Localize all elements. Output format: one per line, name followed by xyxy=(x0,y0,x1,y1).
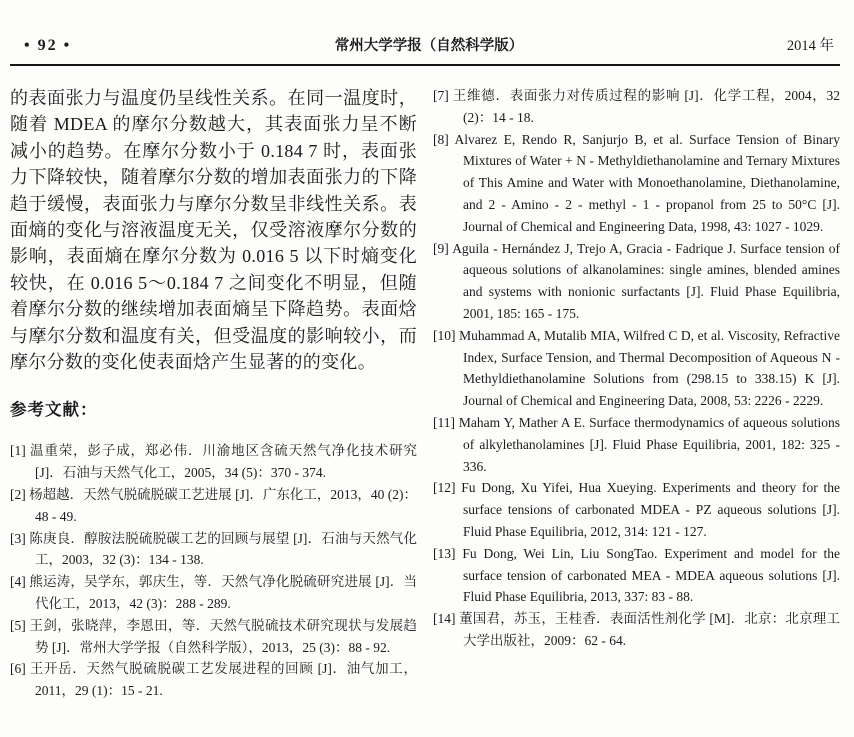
ref-label: [11] xyxy=(433,414,455,430)
ref-label: [5] xyxy=(10,617,26,633)
reference-item xyxy=(433,85,840,129)
ref-text: 温重荣，彭子成，郑必伟．川渝地区含硫天然气净化技术研究 [J]．石油与天然气化工，2005，34 (5)：370 - 374. xyxy=(30,443,418,481)
reference-item xyxy=(10,528,417,572)
reference-item xyxy=(10,615,417,659)
reference-item xyxy=(433,129,840,238)
ref-label: [10] xyxy=(433,327,456,343)
right-column xyxy=(433,85,840,702)
page-header xyxy=(10,34,840,66)
ref-text: Aguila - Hernández J, Trejo A, Gracia - Fadrique J. Surface tension of aqueous solutions of alkanolamines: single amines, blended amines and systems with nonionic surfactants [J]. Fluid Phase Equilibria, 2001, 185: 165 - 175. xyxy=(452,240,840,321)
left-column xyxy=(10,85,417,702)
ref-text: 杨超越．天然气脱硫脱碳工艺进展 [J]．广东化工，2013，40 (2)：48 - 49. xyxy=(29,487,417,524)
ref-text: 熊运涛，吴学东，郭庆生，等．天然气净化脱硫研究进展 [J]．当代化工，2013，42 (3)：288 - 289. xyxy=(29,574,417,612)
ref-text: 王开岳．天然气脱硫脱碳工艺发展进程的回顾 [J]．油气加工，2011，29 (1)：15 - 21. xyxy=(29,661,417,699)
ref-text: Alvarez E, Rendo R, Sanjurjo B, et al. Surface Tension of Binary Mixtures of Water + N - Methyldiethanolamine and Ternary Mixtures of This Amine and Water with Monoethanolamine, Diethanolamine, and 2 - Amino - 2 - methyl - 1 - propanol from 25 to 50°C [J]. Journal of Chemical and Engineering Data, 1998, 43: 1027 - 1029. xyxy=(454,131,840,234)
ref-label: [14] xyxy=(433,611,456,627)
reference-item xyxy=(10,484,417,528)
body-paragraph: 的表面张力与温度仍呈线性关系。在同一温度时，随着 MDEA 的摩尔分数越大，其表面张力呈不断减小的趋势。在摩尔分数小于 0.184 7 时，表面张力下降较快，随着摩尔分数的增加表面张力的下降趋于缓慢，表面张力与摩尔分数呈非线性关系。表面熵的变化与溶液温度无关，仅受溶液摩尔分数的影响，表面熵在摩尔分数为 0.016 5 以下时熵变化较快，在 0.016 5～0.184 7 之间变化不明显，但随着摩尔分数的继续增加表面熵呈下降趋势。表面焓与摩尔分数和温度有关，但受温度的影响较小，而摩尔分数的变化使表面焓产生显著的的变化。 xyxy=(10,88,417,373)
ref-text: 陈庚良．醇胺法脱硫脱碳工艺的回顾与展望 [J]．石油与天然气化工，2003，32 (3)：134 - 138. xyxy=(29,530,417,568)
ref-text: Fu Dong, Xu Yifei, Hua Xueying. Experiments and theory for the surface tensions of carbonated MDEA - PZ aqueous solutions [J]. Fluid Phase Equilibria, 2012, 314: 121 - 127. xyxy=(461,480,840,539)
journal-title: 常州大学学报（自然科学版） xyxy=(334,38,524,54)
references-heading: 参考文献： xyxy=(10,400,98,420)
ref-text: 董国君，苏玉，王桂香．表面活性剂化学 [M]．北京：北京理工大学出版社，2009：62 - 64. xyxy=(459,611,841,648)
ref-text: 王维德．表面张力对传质过程的影响 [J]．化学工程，2004，32 (2)：14 - 18. xyxy=(452,88,840,125)
reference-item xyxy=(433,543,840,608)
ref-label: [7] xyxy=(433,88,449,103)
ref-label: [13] xyxy=(433,545,456,561)
reference-item xyxy=(433,412,840,477)
reference-item xyxy=(433,325,840,412)
reference-item xyxy=(433,238,840,325)
ref-text: Maham Y, Mather A E. Surface thermodynamics of aqueous solutions of alkylethanolamines [J]. Fluid Phase Equilibria, 2001, 182: 325 - 336. xyxy=(458,414,840,474)
reference-list-right xyxy=(433,85,840,652)
ref-label: [1] xyxy=(10,443,26,459)
ref-label: [6] xyxy=(10,661,26,677)
reference-item xyxy=(433,477,840,542)
ref-text: 王剑，张晓萍，李恩田，等．天然气脱硫技术研究现状与发展趋势 [J]．常州大学学报（自然科学版），2013，25 (3)：88 - 92. xyxy=(29,617,418,655)
ref-text: Fu Dong, Wei Lin, Liu SongTao. Experiment and model for the surface tension of carbonated MEA - MDEA aqueous solutions [J]. Fluid Phase Equilibria, 2013, 337: 83 - 88. xyxy=(462,545,840,605)
reference-item xyxy=(433,608,840,652)
reference-list-left xyxy=(10,440,417,702)
ref-label: [3] xyxy=(10,530,26,546)
ref-label: [9] xyxy=(433,240,449,256)
page-number: • 92 • xyxy=(24,37,72,54)
ref-label: [8] xyxy=(433,131,449,147)
reference-item xyxy=(10,571,417,615)
ref-label: [4] xyxy=(10,574,26,590)
ref-label: [2] xyxy=(10,487,26,503)
ref-text: Muhammad A, Mutalib MIA, Wilfred C D, et al. Viscosity, Refractive Index, Surface Tension, and Thermal Decomposition of Aqueous N - Methyldiethanolamine Solutions from (298.15 to 338.15) K [J]. Journal of Chemical and Engineering Data, 2008, 53: 2226 - 2229. xyxy=(459,327,840,409)
reference-item xyxy=(10,440,417,484)
ref-label: [12] xyxy=(433,480,456,496)
reference-item xyxy=(10,658,417,702)
publication-year: 2014 年 xyxy=(786,38,834,54)
two-column-layout xyxy=(10,85,840,702)
